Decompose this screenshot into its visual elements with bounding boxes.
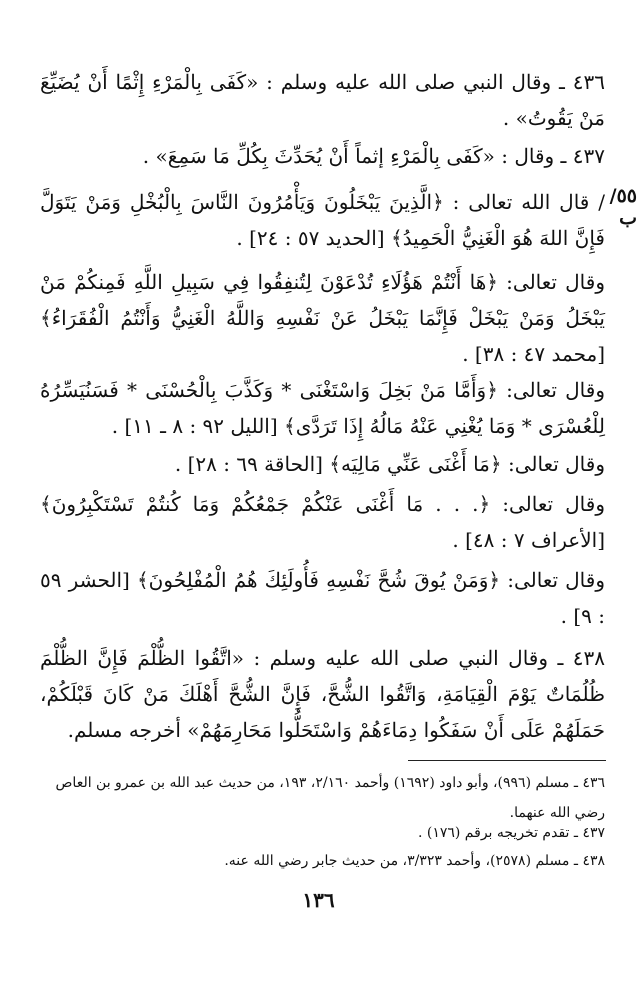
footnote-437: ٤٣٧ ـ تقدم تخريجه برقم (١٧٦) . [417, 825, 605, 841]
hadith-438: ٤٣٨ ـ وقال النبي صلى الله عليه وسلم : «اتَّقُوا الظُّلْمَ فَإِنَّ الظُّلْمَ ظُلُمَاتٌ يَوْمَ الْقِيَامَةِ، وَاتَّقُوا الشُّحَّ، فَإِنَّ الشُّحَّ أَهْلَكَ مَنْ كَانَ قَبْلَكُمْ، حَمَلَهُمْ عَلَى أَنْ سَفَكُوا دِمَاءَهُمْ وَاسْتَحَلُّوا مَحَارِمَهُمْ» أخرجه مسلم. [40, 646, 605, 742]
verse-hadid: / قال الله تعالى : ﴿الَّذِينَ يَبْخَلُونَ وَيَأْمُرُونَ النَّاسَ بِالْبُخْلِ وَمَنْ يَتَوَلَّ فَإِنَّ اللهَ هُوَ الْغَنِيُّ الْحَمِيدُ﴾ [الحديد ٥٧ : ٢٤] . [40, 190, 605, 250]
verse-layl: وقال تعالى: ﴿وَأَمَّا مَنْ بَخِلَ وَاسْتَغْنَى * وَكَذَّبَ بِالْحُسْنَى * فَسَنُيَسِّرُهُ لِلْعُسْرَى * وَمَا يُغْنِي عَنْهُ مَالُهُ إِذَا تَرَدَّى﴾ [الليل ٩٢ : ٨ ـ ١١] . [40, 378, 605, 438]
margin-folio-note: ٥٥/ب [609, 185, 637, 229]
page-number: ١٣٦ [302, 888, 335, 912]
footnote-436: ٤٣٦ ـ مسلم (٩٩٦)، وأبو داود (١٦٩٢) وأحمد ٢/١٦٠، ١٩٣، من حديث عبد الله بن عمرو بن العاص رضي الله عنهما. [55, 775, 605, 821]
verse-hashr: وقال تعالى: ﴿وَمَنْ يُوقَ شُحَّ نَفْسِهِ فَأُولَئِكَ هُمُ الْمُفْلِحُونَ﴾ [الحشر ٥٩ : ٩] . [40, 568, 605, 628]
hadith-437: ٤٣٧ ـ وقال : «كَفَى بِالْمَرْءِ إثماً أَنْ يُحَدِّثَ بِكُلِّ مَا سَمِعَ» . [142, 144, 605, 168]
footnote-divider [408, 760, 606, 761]
hadith-436: ٤٣٦ ـ وقال النبي صلى الله عليه وسلم : «كَفَى بِالْمَرْءِ إِثْمًا أَنْ يُضَيِّعَ مَنْ يَقُوتُ» . [40, 70, 605, 130]
verse-araf: وقال تعالى: ﴿. . . مَا أَغْنَى عَنْكُمْ جَمْعُكُمْ وَمَا كُنتُمْ تَسْتَكْبِرُونَ﴾ [الأعراف ٧ : ٤٨] . [40, 492, 605, 552]
verse-muhammad: وقال تعالى: ﴿هَا أَنْتُمْ هَؤُلَاءِ تُدْعَوْنَ لِتُنفِقُوا فِي سَبِيلِ اللَّهِ فَمِنكُمْ مَنْ يَبْخَلُ وَمَنْ يَبْخَلْ فَإِنَّمَا يَبْخَلُ عَنْ نَفْسِهِ وَاللَّهُ الْغَنِيُّ وَأَنْتُمُ الْفُقَرَاءُ﴾ [محمد ٤٧ : ٣٨] . [40, 270, 605, 366]
verse-haqqa: وقال تعالى: ﴿مَا أَغْنَى عَنِّي مَالِيَه﴾ [الحاقة ٦٩ : ٢٨] . [174, 452, 605, 476]
footnote-438: ٤٣٨ ـ مسلم (٢٥٧٨)، وأحمد ٣/٣٢٣، من حديث جابر رضي الله عنه. [224, 853, 605, 869]
